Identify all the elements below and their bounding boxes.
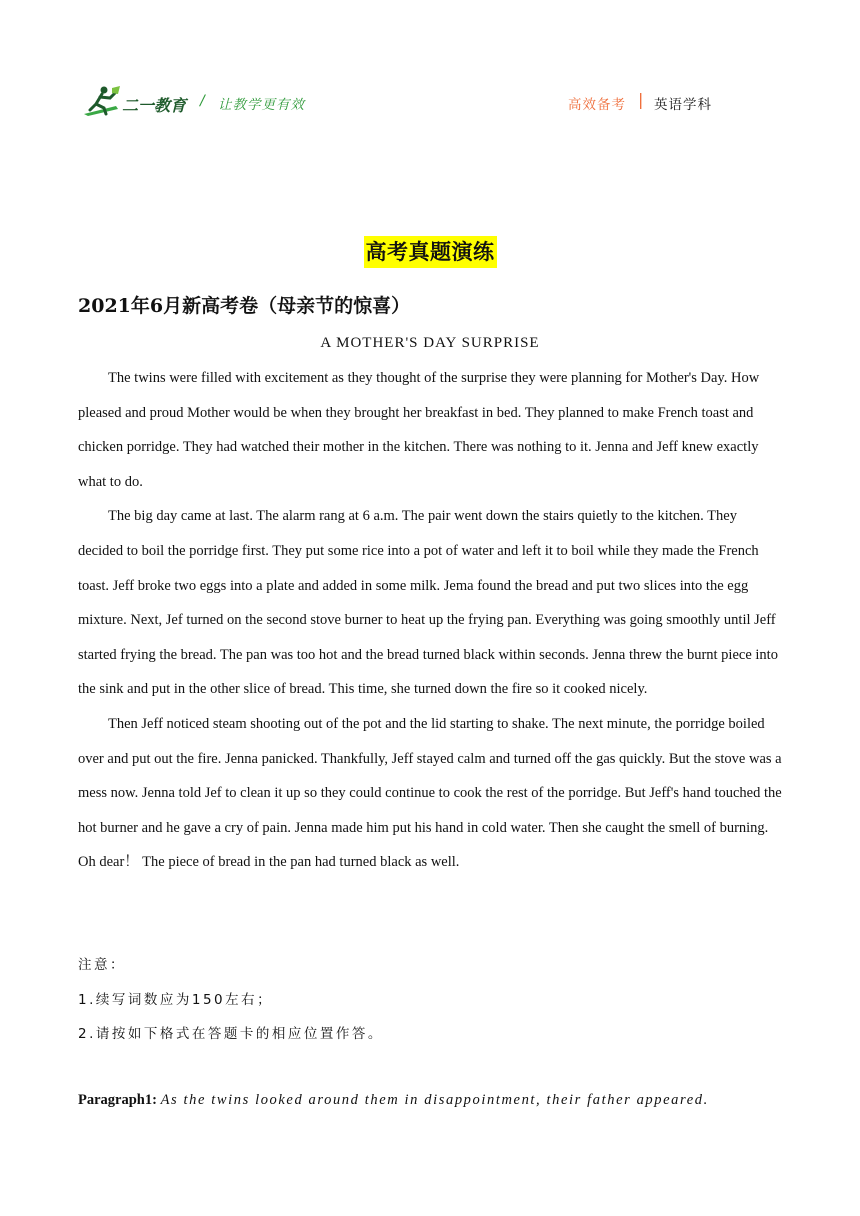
section-title-text: 高考真题演练 [364,236,497,268]
story-paragraph: The twins were filled with excitement as they thought of the surprise they were planning for Mother's Day. How pleased and proud Mother would be when they brought her breakfast in bed. They planned to make French toast and chicken porridge. They had watched their mother in the kitchen. There was nothing to it. Jenna and Jeff knew exactly what to do. [78,370,760,490]
notes-item: 2.请按如下格式在答题卡的相应位置作答。 [78,1026,384,1042]
paragraph1-text: As the twins looked around them in disappointment, their father appeared. [160,1092,709,1108]
story-paragraph: The big day came at last. The alarm rang at 6 a.m. The pair went down the stairs quietly to the kitchen. They decided to boil the porridge first. They put some rice into a pot of water and left it to boil while they made the French toast. Jeff broke two eggs into a plate and added in some milk. Jema found the bread and put two slices into the egg mixture. Next, Jef turned on the second stove burner to heat up the frying pan. Everything was going smoothly until Jeff started frying the bread. The pan was too hot and the bread turned black within seconds. Jenna threw the burnt piece into the sink and put in the other slice of bread. This time, she turned down the fire so it cooked nicely. [78,508,778,698]
exam-title: 2021年6月新高考卷（母亲节的惊喜） [78,295,411,317]
paragraph1-prompt [78,1092,709,1109]
story-paragraph: Then Jeff noticed steam shooting out of the pot and the lid starting to shake. The next minute, the porridge boiled over and put out the fire. Jenna panicked. Thankfully, Jeff stayed calm and turned off the gas quickly. But the stove was a mess now. Jenna told Jef to clean it up so they could continue to cook the rest of the porridge. But Jeff's hand touched the hot burner and he gave a cry of pain. Jenna made him put his hand in cold water. Then she caught the smell of burning. Oh dear！ The piece of bread in the pan had turned black as well. [78,715,782,871]
header-slogan: 让教学更有效 [218,97,305,113]
logo-text: 二一教育 [122,96,187,115]
header-tag: 高效备考 [568,97,626,113]
story-title: A MOTHER'S DAY SURPRISE [320,335,540,351]
header-subject: 英语学科 [654,97,712,113]
notes-heading: 注意： [78,957,126,973]
header-slash: / [200,93,205,109]
paragraph1-label: Paragraph1: [78,1092,157,1108]
section-title [0,236,860,266]
notes-item: 1.续写词数应为150左右； [78,991,274,1008]
notes-section [78,953,384,1057]
page-header [82,84,722,120]
story-body [78,361,782,880]
header-separator: | [638,90,644,109]
